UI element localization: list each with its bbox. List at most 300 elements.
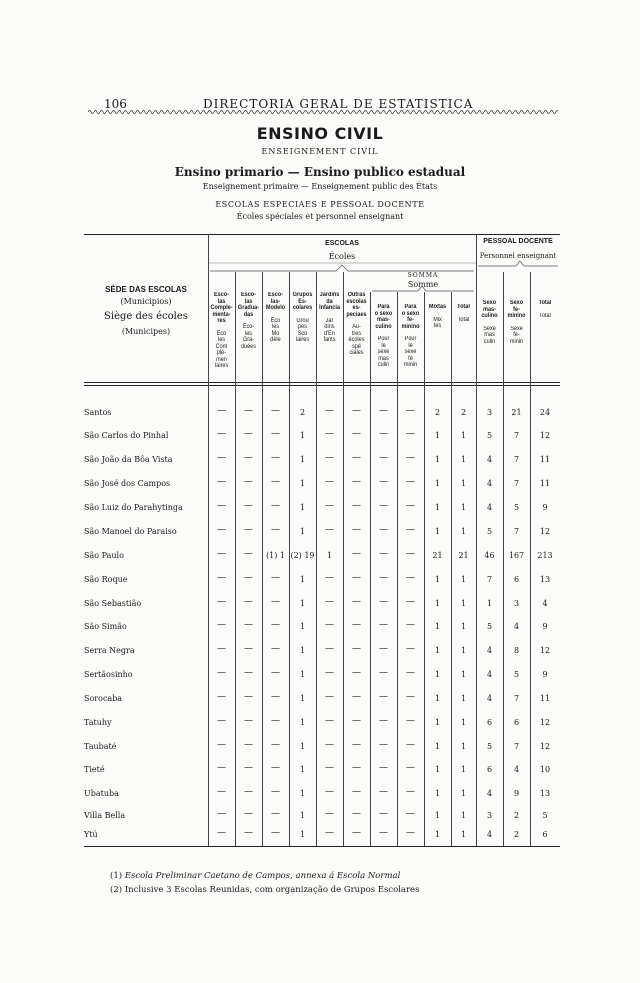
table-cell: —: [244, 573, 253, 583]
column-header: Para o sexo fe- minino: [401, 304, 420, 330]
table-cell: 7: [513, 694, 520, 703]
table-cell: 1: [460, 527, 467, 536]
table-cell: 1: [434, 503, 441, 512]
table-cell: —: [352, 716, 361, 726]
table-cell: —: [244, 716, 253, 726]
table-cell: 1: [299, 622, 306, 631]
table-cell: 3: [486, 408, 493, 417]
table-cell: 8: [513, 646, 520, 655]
table-cell: —: [271, 501, 280, 511]
row-label: Ubatuba: [84, 789, 119, 798]
table-cell: 4: [486, 503, 493, 512]
group-pessoal-fr: Personnel enseignant: [479, 252, 557, 260]
table-cell: —: [325, 740, 334, 750]
table-cell: —: [271, 716, 280, 726]
table-cell: —: [271, 740, 280, 750]
table-cell: 1: [299, 718, 306, 727]
group-escolas-fr: Écoles: [328, 252, 356, 261]
table-cell: —: [271, 668, 280, 678]
stub-header-title: SÉDE DAS ESCOLAS: [105, 285, 187, 294]
table-cell: —: [217, 763, 226, 773]
table-cell: —: [244, 501, 253, 511]
table-cell: —: [352, 406, 361, 416]
row-label: São Luiz do Parahytinga: [84, 503, 183, 512]
table-cell: —: [352, 668, 361, 678]
column-rule: [208, 234, 209, 846]
row-label: São Roque: [84, 575, 128, 584]
table-cell: 1: [434, 599, 441, 608]
table-cell: 1: [460, 789, 467, 798]
table-cell: 1: [434, 670, 441, 679]
main-title: ENSINO CIVIL: [256, 124, 384, 143]
table-cell: 5: [486, 527, 493, 536]
table-cell: —: [244, 668, 253, 678]
table-cell: 1: [460, 622, 467, 631]
table-cell: 5: [486, 742, 493, 751]
table-cell: —: [379, 501, 388, 511]
group-pessoal: PESSOAL DOCENTE: [483, 238, 553, 245]
table-cell: —: [271, 620, 280, 630]
table-cell: 3: [486, 811, 493, 820]
table-cell: 1: [434, 765, 441, 774]
table-cell: —: [244, 477, 253, 487]
table-cell: —: [217, 740, 226, 750]
table-cell: —: [406, 787, 415, 797]
table-cell: —: [325, 477, 334, 487]
table-cell: 4: [486, 789, 493, 798]
table-cell: 5: [542, 811, 548, 820]
row-label: São José dos Campos: [84, 479, 171, 488]
table-cell: 11: [539, 479, 551, 488]
table-cell: 4: [513, 765, 520, 774]
row-label: Villa Bella: [84, 811, 126, 820]
table-cell: 7: [513, 742, 520, 751]
table-cell: 13: [539, 575, 551, 584]
table-cell: (1) 1: [266, 551, 285, 560]
table-cell: —: [379, 429, 388, 439]
table-cell: —: [271, 809, 280, 819]
footnote-mark: (1): [110, 871, 123, 881]
column-header-fr: Au- tres écoles spé ciales: [348, 324, 365, 356]
footnote-2: [110, 885, 419, 895]
table-cell: —: [352, 787, 361, 797]
table-cell: 7: [513, 527, 520, 536]
column-header: Outras escolas es- peciaes: [346, 292, 367, 318]
table-cell: —: [379, 525, 388, 535]
table-cell: —: [406, 429, 415, 439]
table-cell: —: [325, 453, 334, 463]
table-cell: —: [352, 809, 361, 819]
table-cell: —: [406, 828, 415, 838]
table-cell: —: [244, 644, 253, 654]
table-cell: —: [379, 406, 388, 416]
table-cell: —: [406, 644, 415, 654]
table-cell: —: [325, 716, 334, 726]
row-label: Sertãosinho: [84, 670, 133, 679]
main-title-fr: ENSEIGNEMENT CIVIL: [261, 147, 379, 156]
table-cell: —: [325, 787, 334, 797]
column-header: Esco- las- Modelo: [265, 292, 286, 311]
table-cell: —: [244, 429, 253, 439]
table-cell: —: [352, 429, 361, 439]
table-cell: —: [325, 573, 334, 583]
row-label: Sorocaba: [84, 694, 123, 703]
table-cell: —: [244, 692, 253, 702]
table-cell: —: [325, 525, 334, 535]
table-cell: —: [217, 573, 226, 583]
running-title: DIRECTORIA GERAL DE ESTATISTICA: [203, 97, 474, 111]
column-header: Sexo fe- minino: [507, 300, 526, 319]
table-cell: 1: [460, 670, 467, 679]
column-header-fr: Pour le sexe fé minin: [403, 336, 418, 368]
table-cell: —: [325, 692, 334, 702]
column-header-fr: Total: [539, 312, 551, 319]
column-header-fr: Pour le sexe mas culin: [377, 336, 390, 368]
table-cell: 5: [513, 503, 520, 512]
table-cell: 1: [460, 431, 467, 440]
table-cell: —: [379, 549, 388, 559]
table-cell: 1: [299, 830, 306, 839]
table-cell: —: [217, 644, 226, 654]
table-cell: 9: [542, 503, 548, 512]
table-cell: —: [244, 809, 253, 819]
column-rule: [343, 272, 344, 846]
column-header: Esco- las Gradua- das: [237, 292, 260, 318]
table-cell: —: [379, 716, 388, 726]
stub-header-fr-sub: (Municipes): [121, 327, 171, 336]
table-cell: —: [217, 597, 226, 607]
table-cell: 7: [513, 479, 520, 488]
table-cell: —: [406, 740, 415, 750]
table-cell: —: [271, 573, 280, 583]
table-cell: —: [406, 809, 415, 819]
table-cell: —: [217, 620, 226, 630]
table-cell: —: [217, 406, 226, 416]
table-cell: 1: [460, 694, 467, 703]
table-cell: 5: [486, 622, 493, 631]
column-header: Grupos Es- colares: [292, 292, 313, 311]
table-cell: —: [325, 620, 334, 630]
table-cell: 2: [513, 811, 520, 820]
table-cell: —: [379, 477, 388, 487]
table-cell: —: [406, 692, 415, 702]
table-cell: 1: [460, 765, 467, 774]
table-cell: 1: [434, 718, 441, 727]
table-cell: 1: [434, 694, 441, 703]
table-cell: 21: [432, 551, 443, 560]
table-cell: —: [217, 787, 226, 797]
group-somma: SOMMA: [407, 272, 439, 279]
table-cell: 1: [326, 551, 333, 560]
table-cell: —: [271, 453, 280, 463]
table-cell: 12: [539, 718, 551, 727]
table-cell: 7: [513, 431, 520, 440]
table-cell: —: [352, 477, 361, 487]
table-cell: 1: [460, 575, 467, 584]
table-cell: —: [352, 453, 361, 463]
column-header: Esco- las Comple- menta- res: [210, 292, 233, 324]
table-cell: 4: [542, 599, 548, 608]
column-header: Total: [538, 300, 552, 306]
table-cell: —: [406, 525, 415, 535]
table-cell: —: [217, 692, 226, 702]
table-cell: 9: [513, 789, 520, 798]
table-cell: 12: [539, 646, 551, 655]
table-cell: 10: [539, 765, 551, 774]
table-cell: —: [244, 549, 253, 559]
table-cell: 1: [434, 830, 441, 839]
table-cell: 167: [508, 551, 525, 560]
column-rule: [451, 292, 452, 846]
table-cell: 7: [486, 575, 493, 584]
table-cell: —: [406, 716, 415, 726]
table-cell: 1: [434, 527, 441, 536]
table-cell: 1: [299, 789, 306, 798]
table-cell: 6: [486, 765, 493, 774]
table-cell: —: [271, 644, 280, 654]
table-cell: —: [379, 809, 388, 819]
table-cell: 6: [513, 575, 520, 584]
table-cell: 11: [539, 694, 551, 703]
table-cell: —: [352, 740, 361, 750]
table-cell: —: [217, 809, 226, 819]
column-header-fr: Sexe mas culin: [483, 325, 496, 345]
table-cell: 1: [434, 811, 441, 820]
row-label: São Simão: [84, 622, 127, 631]
row-label: Taubaté: [84, 742, 117, 751]
table-cell: 1: [434, 455, 441, 464]
table-cell: —: [271, 597, 280, 607]
table-cell: 1: [299, 765, 306, 774]
column-header: Sexo mas- culino: [481, 300, 498, 319]
table-cell: —: [406, 453, 415, 463]
row-label: São João da Bôa Vista: [84, 455, 173, 464]
column-header-fr: Éco les Com plé- men taires: [214, 330, 229, 369]
column-header-fr: Mix tes: [433, 316, 442, 329]
table-cell: 1: [460, 479, 467, 488]
table-cell: —: [325, 406, 334, 416]
table-cell: 4: [486, 694, 493, 703]
subtitle: Ensino primario — Ensino publico estadual: [174, 165, 466, 179]
stub-header-sub: (Municipios): [120, 297, 172, 306]
table-cell: —: [244, 525, 253, 535]
table-cell: —: [406, 501, 415, 511]
table-cell: 3: [513, 599, 520, 608]
group-somma-fr: Somme: [407, 280, 439, 289]
footnote-text: Escola Preliminar Caetano de Campos, annexa á Escola Normal: [124, 871, 401, 881]
table-cell: 24: [539, 408, 551, 417]
table-cell: 6: [542, 830, 548, 839]
table-cell: —: [379, 620, 388, 630]
row-label: Tieté: [84, 765, 105, 774]
table-cell: —: [352, 620, 361, 630]
table-cell: —: [406, 406, 415, 416]
table-cell: —: [217, 668, 226, 678]
table-cell: —: [271, 763, 280, 773]
subtitle-fr: Enseignement primaire — Enseignement public des États: [202, 182, 438, 191]
table-cell: —: [352, 525, 361, 535]
table-cell: —: [379, 668, 388, 678]
table-cell: —: [352, 549, 361, 559]
table-cell: 1: [460, 742, 467, 751]
table-cell: —: [244, 763, 253, 773]
table-cell: 11: [539, 455, 551, 464]
table-cell: 1: [299, 503, 306, 512]
section-title-fr: Écoles spéciales et personnel enseignant: [236, 212, 404, 221]
group-escolas: ESCOLAS: [325, 240, 359, 247]
table-cell: 1: [460, 811, 467, 820]
row-label: Serra Negra: [84, 646, 135, 655]
table-cell: —: [217, 549, 226, 559]
table-cell: 1: [434, 431, 441, 440]
table-cell: —: [406, 668, 415, 678]
table-cell: 21: [511, 408, 522, 417]
table-cell: —: [244, 620, 253, 630]
table-cell: —: [217, 525, 226, 535]
table-cell: 46: [484, 551, 495, 560]
table-cell: 1: [299, 670, 306, 679]
table-cell: 6: [513, 718, 520, 727]
table-cell: 1: [299, 646, 306, 655]
column-header-fr: Total: [457, 316, 470, 323]
table-cell: —: [271, 828, 280, 838]
column-header-fr: Jar dins d'En fants: [323, 317, 336, 343]
table-cell: —: [271, 429, 280, 439]
table-cell: 1: [434, 479, 441, 488]
table-cell: —: [379, 763, 388, 773]
table-cell: —: [406, 549, 415, 559]
table-cell: —: [271, 477, 280, 487]
table-cell: —: [325, 828, 334, 838]
table-cell: 1: [299, 431, 306, 440]
table-cell: 1: [434, 622, 441, 631]
table-cell: —: [217, 477, 226, 487]
table-cell: —: [352, 692, 361, 702]
table-cell: —: [244, 597, 253, 607]
row-label: Tatuhy: [84, 718, 112, 727]
page-number: 106: [104, 97, 127, 111]
table-cell: —: [217, 453, 226, 463]
table-cell: 1: [299, 742, 306, 751]
table-cell: 9: [542, 622, 548, 631]
table-cell: —: [325, 597, 334, 607]
column-rule: [235, 272, 236, 846]
stub-header-fr: Siège des écoles: [104, 311, 188, 322]
table-cell: 1: [434, 575, 441, 584]
table-cell: 7: [513, 455, 520, 464]
table-cell: —: [379, 787, 388, 797]
table-cell: 1: [460, 646, 467, 655]
table-cell: 1: [434, 789, 441, 798]
table-cell: 1: [460, 718, 467, 727]
table-cell: —: [325, 668, 334, 678]
column-header-fr: Sexe fé- minin: [509, 325, 524, 345]
table-cell: —: [352, 597, 361, 607]
table-cell: —: [406, 573, 415, 583]
table-cell: 1: [299, 479, 306, 488]
table-cell: —: [406, 597, 415, 607]
table-cell: —: [352, 644, 361, 654]
table-cell: —: [217, 501, 226, 511]
table-cell: 1: [434, 742, 441, 751]
table-cell: 4: [486, 479, 493, 488]
table-cell: 9: [542, 670, 548, 679]
table-cell: —: [352, 573, 361, 583]
column-header: Jardins da Infancia: [319, 292, 340, 311]
column-header: Mixtas: [428, 304, 447, 310]
table-cell: —: [271, 787, 280, 797]
table-cell: —: [379, 597, 388, 607]
column-header: Para o sexo mas- culino: [374, 304, 393, 330]
column-header-fr: Éco les Mo dèle: [270, 317, 281, 343]
footnote-mark: (2): [110, 885, 123, 895]
table-cell: 4: [486, 455, 493, 464]
column-rule: [424, 292, 425, 846]
table-cell: —: [379, 644, 388, 654]
table-cell: —: [325, 763, 334, 773]
table-cell: 1: [299, 527, 306, 536]
table-cell: 2: [513, 830, 520, 839]
table-cell: —: [244, 828, 253, 838]
table-cell: 1: [434, 646, 441, 655]
table-cell: 1: [299, 599, 306, 608]
table-cell: 1: [460, 599, 467, 608]
table-cell: —: [244, 453, 253, 463]
table-cell: 21: [458, 551, 469, 560]
table-cell: 213: [537, 551, 553, 560]
table-cell: —: [406, 477, 415, 487]
table-cell: 1: [460, 503, 467, 512]
table-cell: 2: [299, 408, 306, 417]
table-cell: 1: [486, 599, 493, 608]
table-cell: 1: [460, 455, 467, 464]
table-cell: 2: [460, 408, 467, 417]
table-cell: 1: [460, 830, 467, 839]
table-cell: —: [244, 740, 253, 750]
table-cell: —: [352, 501, 361, 511]
table-cell: —: [325, 429, 334, 439]
table-cell: 4: [513, 622, 520, 631]
column-header: Total: [457, 304, 470, 310]
footnote-1: [110, 871, 400, 881]
table-cell: 13: [539, 789, 551, 798]
column-header-fr: Grou pes Sco laires: [295, 317, 310, 343]
section-title: ESCOLAS ESPECIAES E PESSOAL DOCENTE: [215, 200, 425, 209]
table-cell: —: [325, 644, 334, 654]
row-label: Ytú: [84, 830, 98, 839]
table-cell: —: [325, 809, 334, 819]
table-cell: —: [352, 828, 361, 838]
table-cell: —: [217, 716, 226, 726]
row-label: São Manoel do Paraiso: [84, 527, 177, 536]
table-cell: 5: [513, 670, 520, 679]
table-cell: —: [217, 429, 226, 439]
table-cell: 4: [486, 646, 493, 655]
table-cell: 5: [486, 431, 493, 440]
table-cell: —: [379, 453, 388, 463]
table-cell: 4: [486, 830, 493, 839]
table-cell: —: [379, 828, 388, 838]
table-cell: —: [379, 692, 388, 702]
row-label: Santos: [84, 408, 112, 417]
table-cell: —: [217, 828, 226, 838]
table-cell: 4: [486, 670, 493, 679]
table-cell: —: [244, 406, 253, 416]
table-cell: —: [271, 692, 280, 702]
table-cell: 1: [299, 575, 306, 584]
table-cell: —: [406, 620, 415, 630]
footnote-text: Inclusive 3 Escolas Reunidas, com organização de Grupos Escolares: [124, 885, 420, 895]
